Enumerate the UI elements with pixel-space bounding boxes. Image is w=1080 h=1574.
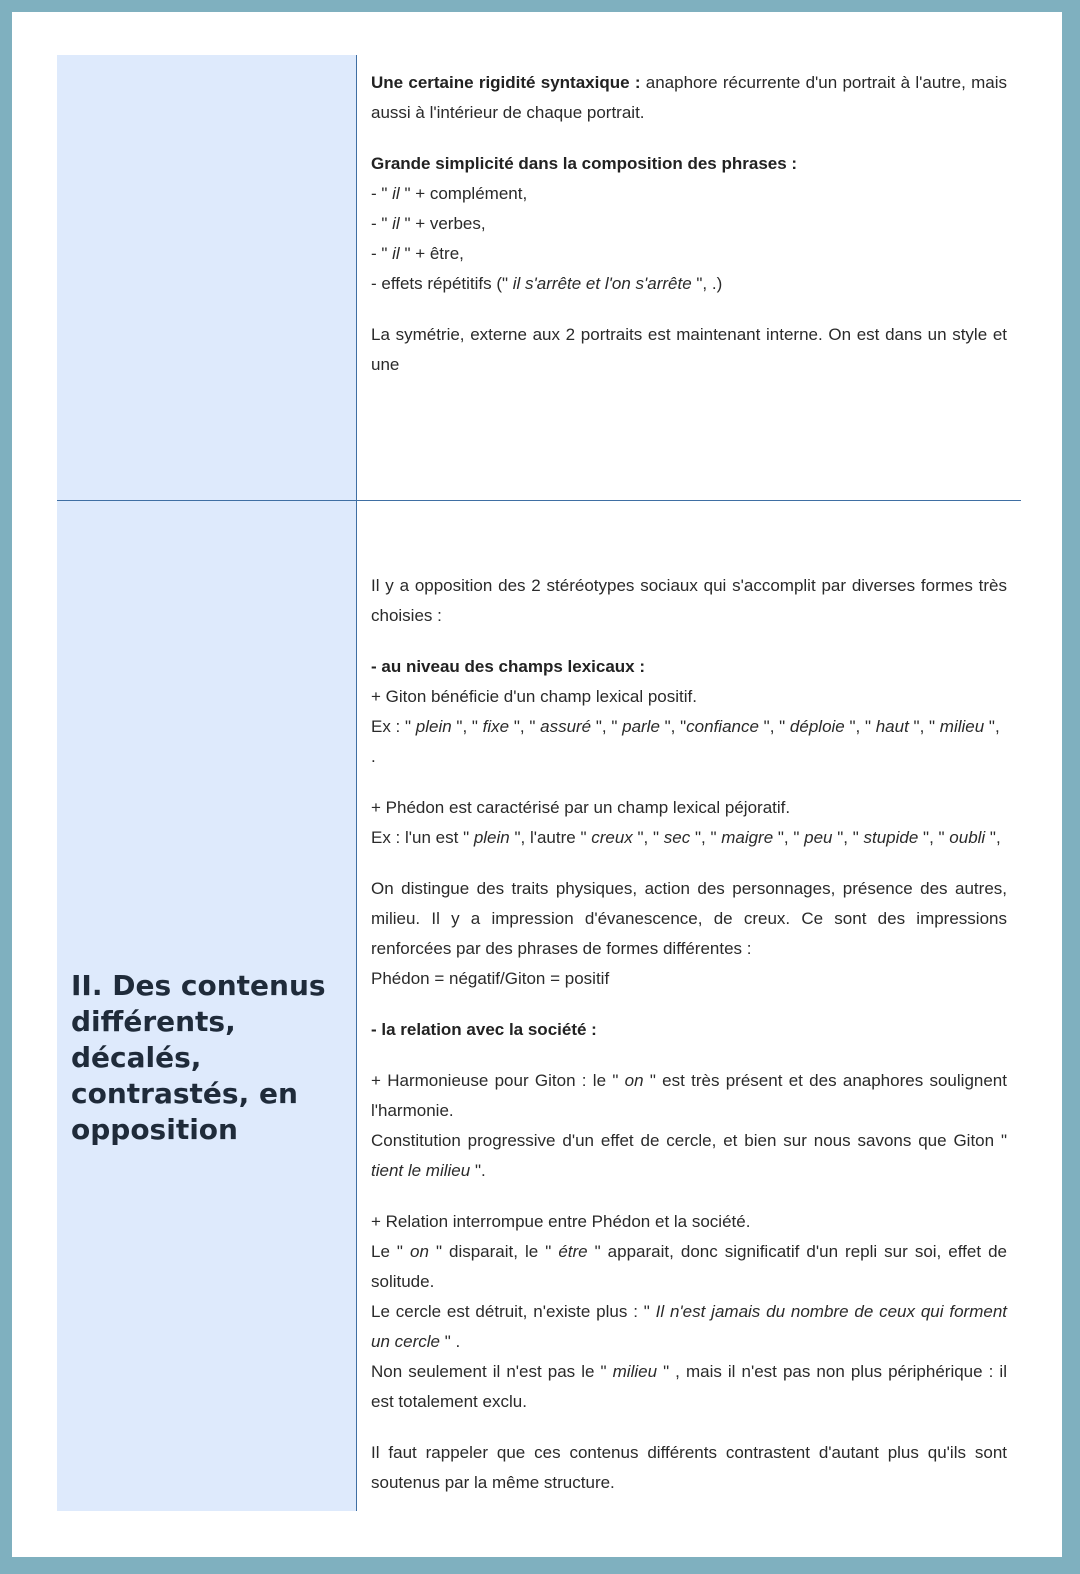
symetrie-paragraph: La symétrie, externe aux 2 portraits est maintenant interne. On est dans un style et une [371, 325, 1007, 374]
simplicite-paragraph [371, 149, 1007, 299]
giton-examples: Ex : " plein ", " fixe ", " assuré ", " parle ", "confiance ", " déploie ", " haut ", " milieu ", [371, 717, 1000, 736]
relation-heading-paragraph [371, 1015, 1007, 1045]
list-item: - effets répétitifs (" il s'arrête et l'on s'arrête ", .) [371, 274, 723, 293]
row-2-label-cell [57, 501, 357, 1511]
continuation-dot: . [371, 747, 376, 766]
cercle-text: Constitution progressive d'un effet de cercle, et bien sur nous savons que Giton " tient le milieu ". [371, 1131, 1007, 1180]
summary-line: Phédon = négatif/Giton = positif [371, 969, 610, 988]
interrompue-line: + Relation interrompue entre Phédon et la société. [371, 1212, 751, 1231]
lexical-heading: - au niveau des champs lexicaux : [371, 657, 646, 676]
table-row-1 [57, 55, 1021, 501]
interrompue-paragraph [371, 1207, 1007, 1417]
harmonie-text: + Harmonieuse pour Giton : le " on " est très présent et des anaphores soulignent l'harmonie. [371, 1071, 1007, 1120]
analysis-table [57, 55, 1021, 1511]
on-disparait-text: Le " on " disparait, le " étre " apparait, donc significatif d'un repli sur soi, effet de solitude. [371, 1242, 1007, 1291]
phedon-lexical-line: + Phédon est caractérisé par un champ lexical péjoratif. [371, 798, 791, 817]
table-row-2 [57, 501, 1021, 1511]
milieu-text: Non seulement il n'est pas le " milieu " , mais il n'est pas non plus périphérique : il est totalement exclu. [371, 1362, 1007, 1411]
giton-lexical-line: + Giton bénéficie d'un champ lexical positif. [371, 687, 697, 706]
relation-heading: - la relation avec la société : [371, 1020, 597, 1039]
list-item: - " il " + verbes, [371, 214, 486, 233]
rigidite-heading: Une certaine rigidité syntaxique : [371, 73, 641, 92]
rigidite-paragraph [371, 68, 1007, 128]
row-2-content-cell [357, 501, 1021, 1511]
traits-paragraph [371, 874, 1007, 994]
row-1-content-cell [357, 55, 1021, 500]
phedon-examples: Ex : l'un est " plein ", l'autre " creux ", " sec ", " maigre ", " peu ", " stupide ", " oubli ", [371, 828, 1001, 847]
row-1-label-cell [57, 55, 357, 500]
simplicite-heading: Grande simplicité dans la composition des phrases : [371, 154, 798, 173]
list-item: - " il " + être, [371, 244, 464, 263]
closing-paragraph: Il faut rappeler que ces contenus différents contrastent d'autant plus qu'ils sont soutenus par la même structure. [371, 1443, 1007, 1492]
list-item: - " il " + complément, [371, 184, 528, 203]
lexical-paragraph [371, 652, 1007, 772]
traits-text: On distingue des traits physiques, action des personnages, présence des autres, milieu. Il y a impression d'évanescence, de creux. Ce sont des impressions renforcées par des phrases de formes différentes : [371, 879, 1007, 958]
phedon-lexical-paragraph [371, 793, 1007, 853]
harmonie-paragraph [371, 1066, 1007, 1186]
section-title: II. Des contenus différents, décalés, contrastés, en opposition [71, 969, 326, 1146]
page [12, 12, 1062, 1557]
intro-paragraph: Il y a opposition des 2 stéréotypes sociaux qui s'accomplit par diverses formes très choisies : [371, 576, 1007, 625]
rigidite-text: anaphore récurrente d'un portrait à l'autre, mais aussi à l'intérieur de chaque portrait. [371, 73, 1007, 122]
cercle-detruit-text: Le cercle est détruit, n'existe plus : " Il n'est jamais du nombre de ceux qui forment un cercle " . [371, 1302, 1007, 1351]
